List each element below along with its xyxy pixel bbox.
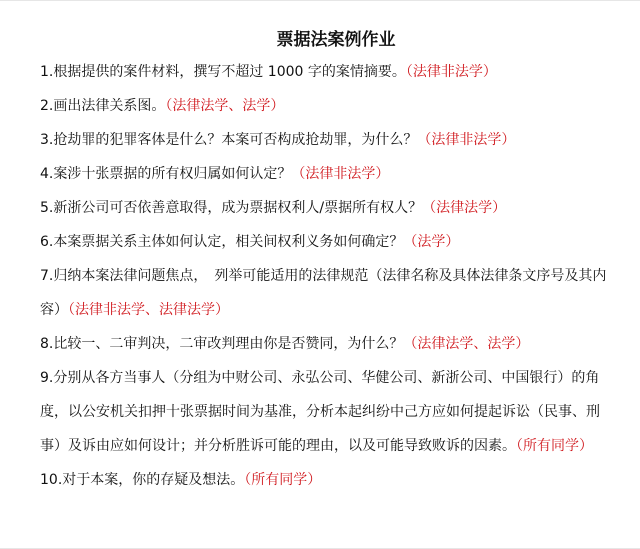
question-tag: （法学） — [403, 234, 460, 250]
question-text: 1.根据提供的案件材料，撰写不超过 1000 字的案情摘要。 — [40, 64, 406, 80]
question-text: 7.归纳本案法律问题焦点， 列举可能适用的法律规范（法律名称及具体法律条文序号及其内容） — [40, 268, 607, 318]
question-tag: （法律非法学） — [405, 64, 497, 80]
top-divider — [0, 0, 640, 1]
question-text: 8.比较一、二审判决，二审改判理由你是否赞同，为什么？ — [40, 336, 404, 352]
question-tag: （法律非法学） — [417, 132, 516, 148]
question-5 — [40, 198, 612, 218]
question-tag: （所有同学） — [244, 472, 322, 488]
question-10 — [40, 470, 612, 490]
question-text: 10.对于本案，你的存疑及想法。 — [40, 472, 245, 488]
question-tag: （所有同学） — [516, 438, 593, 454]
question-tag: （法律法学、法学） — [403, 336, 530, 352]
question-tag: （法律非法学） — [291, 166, 390, 182]
question-7 — [40, 259, 612, 327]
question-text: 6.本案票据关系主体如何认定，相关间权利义务如何确定？ — [40, 234, 404, 250]
question-8 — [40, 334, 612, 354]
question-tag: （法律法学） — [422, 200, 507, 216]
question-text: 3.抢劫罪的犯罪客体是什么？本案可否构成抢劫罪，为什么？ — [40, 132, 418, 148]
question-text: 2.画出法律关系图。 — [40, 98, 166, 114]
question-3 — [40, 130, 612, 150]
document-title: 票据法案例作业 — [276, 30, 396, 50]
question-2 — [40, 96, 612, 116]
question-4 — [40, 164, 612, 184]
question-text: 4.案涉十张票据的所有权归属如何认定？ — [40, 166, 292, 182]
question-tag: （法律非法学、法律法学） — [68, 302, 229, 318]
question-9 — [40, 361, 612, 463]
question-tag: （法律法学、法学） — [165, 98, 285, 114]
question-6 — [40, 232, 612, 252]
question-1 — [40, 62, 612, 82]
question-text: 5.新浙公司可否依善意取得，成为票据权利人/票据所有权人？ — [40, 200, 423, 216]
question-text: 9.分别从各方当事人（分组为中财公司、永弘公司、华健公司、新浙公司、中国银行）的角度，以公安机关扣押十张票据时间为基准，分析本起纠纷中己方应如何提起诉讼（民事、刑事）及诉由应如何设计；并分析胜诉可能的理由，以及可能导致败诉的因素。 — [40, 370, 600, 454]
